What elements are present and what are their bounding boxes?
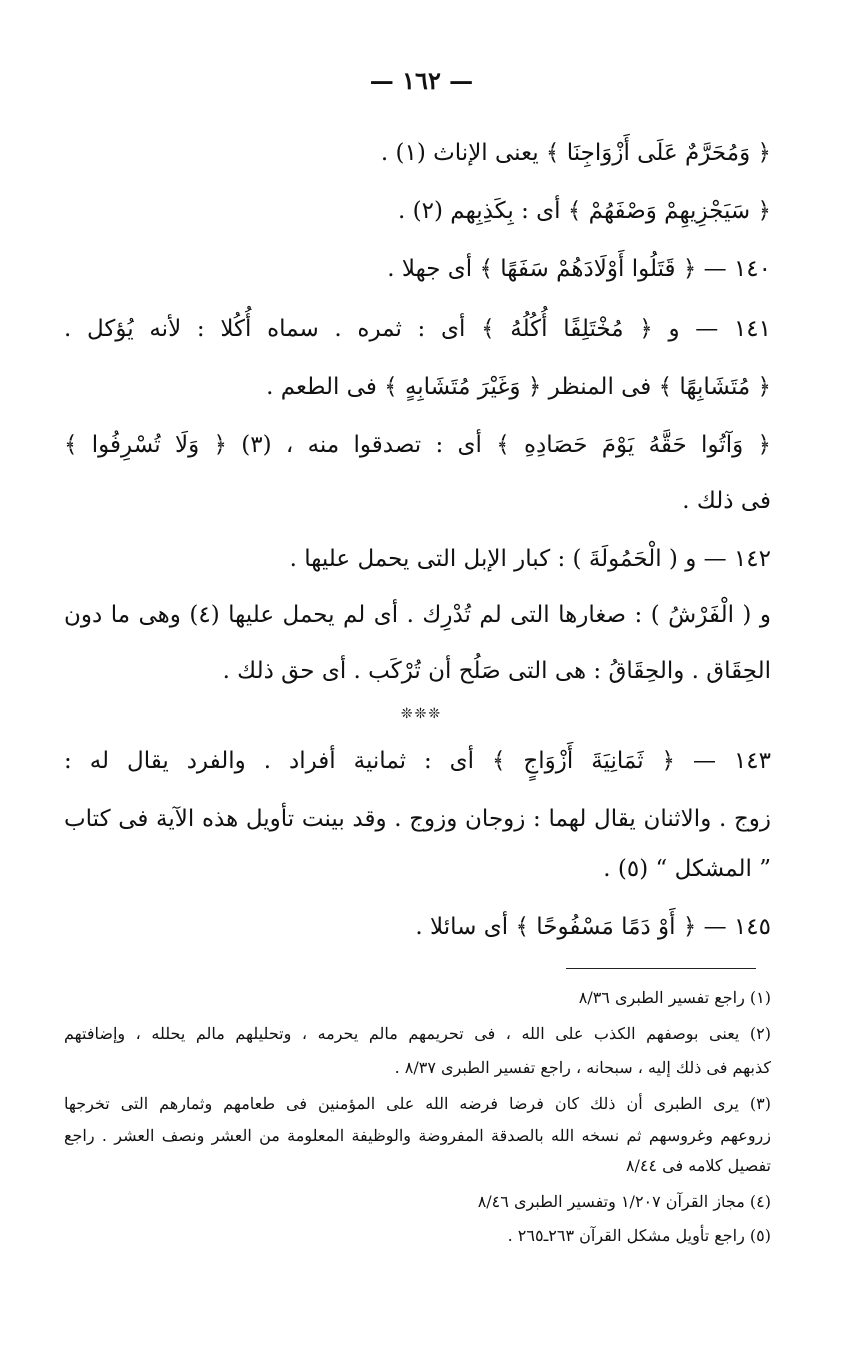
text-line: ﴿ سَيَجْزِيهِمْ وَصْفَهُمْ ﴾ أى : بِكَذِبِهم (٢) . (398, 198, 771, 224)
footnote-separator (566, 968, 756, 969)
footnote-3: (٣) يرى الطبرى أن ذلك كان فرضا فرضه الله على المؤمنين فى طعامهم وثمارهم التى تخرجها (64, 1094, 771, 1113)
footnote-5: (٥) راجع تأويل مشكل القرآن ٢٦٣ـ٢٦٥ . (507, 1226, 771, 1245)
footnote-3-cont: تفصيل كلامه فى ٨/٤٤ (625, 1156, 771, 1175)
verse-entry-143: ١٤٣ — ﴿ ثَمَانِيَةَ أَزْوَاجٍ ﴾ أى : ثمانية أفراد . والفرد يقال له : (64, 748, 771, 774)
verse-entry-142: ١٤٢ — و ( الْحَمُولَةَ ) : كبار الإبل التى يحمل عليها . (289, 546, 771, 572)
page-number: — ١٦٢ — (369, 66, 474, 95)
text-line: ﴿ مُتَشَابِهًا ﴾ فى المنظر ﴿ وَغَيْرَ مُتَشَابِهٍ ﴾ فى الطعم . (266, 374, 771, 400)
text-line: ﴿ وَآتُوا حَقَّهُ يَوْمَ حَصَادِهِ ﴾ أى : تصدقوا منه ، (٣) ﴿ وَلَا تُسْرِفُوا ﴾ (64, 432, 771, 458)
text-line: و ( الْفَرْشُ ) : صغارها التى لم تُدْرِك . أى لم يحمل عليها (٤) وهى ما دون (64, 602, 771, 628)
section-ornament: ❊❊❊ (400, 706, 443, 722)
verse-entry-145: ١٤٥ — ﴿ أَوْ دَمًا مَسْفُوحًا ﴾ أى سائلا . (415, 914, 771, 940)
footnote-3-cont: زروعهم وغروسهم ثم نسخه الله بالصدقة المفروضة والوظيفة المعلومة من العشر ونصف العشر . راجع (64, 1126, 771, 1145)
footnote-2: (٢) يعنى بوصفهم الكذب على الله ، فى تحريمهم مالم يحرمه ، وتحليلهم مالم يحلله ، وإضافتهم (64, 1024, 771, 1043)
verse-entry-141: ١٤١ — و ﴿ مُخْتَلِفًا أُكُلُهُ ﴾ أى : ثمره . سماه أُكُلا : لأنه يُؤكل . (64, 316, 771, 342)
text-line: زوج . والاثنان يقال لهما : زوجان وزوج . وقد بينت تأويل هذه الآية فى كتاب (64, 806, 771, 832)
footnote-4: (٤) مجاز القرآن ١/٢٠٧ وتفسير الطبرى ٨/٤٦ (477, 1192, 771, 1211)
text-line: ﴿ وَمُحَرَّمٌ عَلَى أَزْوَاجِنَا ﴾ يعنى الإناث (١) . (380, 140, 771, 166)
text-line: الحِقَاق . والحِقَاقُ : هى التى صَلُح أن تُرْكَب . أى حق ذلك . (222, 658, 771, 684)
footnote-2-cont: كذبهم فى ذلك إليه ، سبحانه ، راجع تفسير الطبرى ٨/٣٧ . (394, 1058, 771, 1077)
text-line: ” المشكل “ (٥) . (603, 856, 771, 882)
verse-entry-140: ١٤٠ — ﴿ قَتَلُوا أَوْلَادَهُمْ سَفَهًا ﴾ أى جهلا . (387, 256, 771, 282)
footnote-1: (١) راجع تفسير الطبرى ٨/٣٦ (578, 988, 771, 1007)
text-line: فى ذلك . (682, 488, 771, 514)
